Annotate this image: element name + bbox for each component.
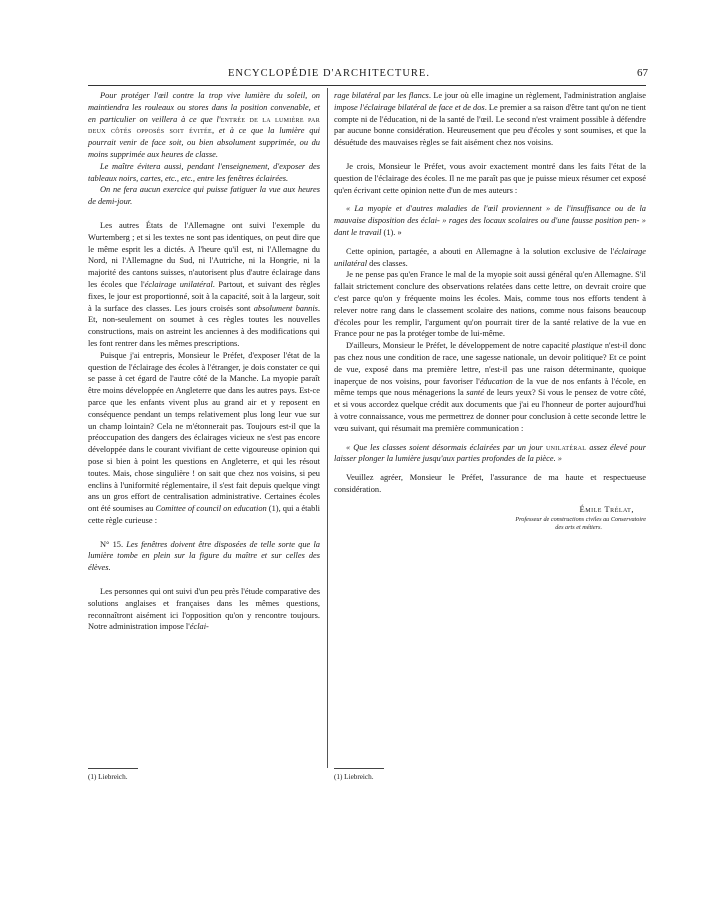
text-run: Les personnes qui ont suivi d'un peu près l'étude comparative des solutions anglaises et françaises dans les mêmes questions, reconnaîtront aisément ici l'opposition qu'on y rencontre toujours. Notre administration impose l' <box>88 587 320 632</box>
footnote-rule-left <box>88 768 138 769</box>
running-header <box>88 68 648 84</box>
text-run: , et à ce que la lumière qui pourrait venir de face soit, ou bien absolument supprimée, ou du moins supprimée aux heures de classe. <box>88 126 320 159</box>
spacer <box>88 208 320 220</box>
text-run: Puisque j'ai entrepris, Monsieur le Préfet, d'exposer l'état de la question de l'éclairage des écoles à l'étranger, je dois constater ce qui se passe à cet égard de l'autre côté de la Manche. La myopie paraît être moins développée en Angleterre que dans les autres pays. Est-ce parce que les enfants vivent plus au grand air et y reposent en conséquence pendant un temps relativement plus long leur vue sur un champ lointain? Cela ne m'étonnerait pas. Toujours est-il que la préoccupation des dangers des éclairages vicieux ne s'est pas encore développée dans le courant vivifiant de cette vigoureuse opinion qui pose si bien à point les questions en Angleterre, et qui les résout toutes. Mais, chose singulière ! on sait que chez nos voisins, si peu enclins à l'uniformité réglementaire, il s'est fait depuis quelque vingt ans un gros effort de centralisation administrative. Certaines écoles ont été soumises au <box>88 350 320 514</box>
rule-quote <box>88 539 320 574</box>
spacer <box>88 527 320 539</box>
text-run: Les autres États de l'Allemagne ont suivi l'exemple du Wurtemberg ; et si les textes ne sont pas identiques, on peut dire que le même esprit les a dictés. A l'heure qu'il est, ni l'Allemagne du Nord, ni l'Allemagne du Sud, ni l'Autriche, ni la Hongrie, ni la majorité des cantons suisses, n'autorisent plus d'autre éclairage dans les écoles que l' <box>88 220 320 289</box>
text-run: n'est-il donc pas chez nous une condition de race, une sagesse nationale, un devoir politique? Et ce point de vue, exposé dans ma première lettre, n'est-il pas une raison déterminante, quoique inaperçue de nos voisins, pour favoriser l' <box>334 341 646 386</box>
text-run: rage bilatéral par les flancs <box>334 91 429 100</box>
paragraph <box>334 90 646 149</box>
spacer <box>334 465 646 472</box>
signature-title-2: des arts et métiers. <box>555 523 602 531</box>
paragraph: Le maître évitera aussi, pendant l'enseignement, d'exposer des tableaux noirs, cartes, etc., etc., entre les fenêtres éclairées. <box>88 161 320 183</box>
paragraph: On ne fera aucun exercice qui puisse fatiguer la vue aux heures de demi-jour. <box>88 185 320 207</box>
paragraph <box>88 90 320 161</box>
rule-number: N° 15. <box>100 539 124 549</box>
text-run: (1), qui a établi cette règle curieuse : <box>88 504 320 525</box>
text-run: éclairage unilatéral <box>144 279 213 289</box>
left-column <box>88 90 320 633</box>
text-run: Comittee of council on education <box>155 504 267 514</box>
footnote-left: (1) Liebreich. <box>88 773 128 781</box>
column-divider <box>327 88 328 768</box>
text-run: éducation <box>479 376 513 386</box>
header-rule <box>88 85 646 86</box>
text-run: assez élevé pour laisser plonger la lumière jusqu'aux parties profondes de la pièce. » <box>334 442 647 464</box>
signature-title: Professeur de constructions civiles au Conservatoire <box>515 515 646 523</box>
quote <box>334 442 646 466</box>
text-run: éclai- <box>189 622 209 632</box>
text-run: de leurs yeux? Si vous le pensez de votre côté, et si vous accordez quelque crédit aux documents que j'ai eu l'honneur de porter aujourd'hui à votre connaissance, vous me permettrez de donner pour conclusion à cette seconde lettre le vœu suivant, qui résumait ma première communication : <box>334 388 646 433</box>
text-run: entrée de la lumière par deux côtés opposés soit évitée <box>88 114 320 136</box>
text-run: des classes. <box>367 258 408 268</box>
text-run: plastique <box>571 341 603 351</box>
footnote-right: (1) Liebreich. <box>334 773 374 781</box>
text-run: éclairage unilatéral <box>334 246 646 268</box>
paragraph <box>88 586 320 633</box>
text-run: unilatéral <box>545 442 587 452</box>
spacer <box>334 435 646 442</box>
spacer <box>334 239 646 246</box>
text-run: de la vue de nos enfants à l'école, en même temps que nous ménagerions la <box>334 376 646 398</box>
quote <box>334 203 646 238</box>
text-run: . Partout, et suivant des règles fixes, le jour est proportionné, soit à la capacité, soit à la largeur, soit à la surface des classes. Les jours croisés sont <box>88 279 320 313</box>
text-run: santé <box>466 388 484 398</box>
text-run: . Le premier a sa raison d'être tant qu'on ne tient compte ni de l'éducation, ni de la santé de l'œil. Le second n'est vraiment possible à défendre par aucune bonne considération. Heureusement que peu d'écoles y sont soumises, et que la désuétude des mauvaises règles se fait aisément chez nos voisins. <box>334 102 646 148</box>
right-column <box>334 90 646 532</box>
text-run: . Et, non-seulement on soumet à ces règles toutes les nouvelles constructions, mais on astreint les anciennes à des modifications qui les font rentrer dans les mêmes prescriptions. <box>88 303 321 348</box>
text-run: D'ailleurs, Monsieur le Préfet, le développement de notre capacité <box>346 341 572 351</box>
paragraph <box>334 340 646 434</box>
text-run: Les fenêtres doivent être disposées de telle sorte que la lumière tombe en plein sur la figure du maître et sur celles des élèves. <box>88 539 320 573</box>
text-run: « Que les classes soient désormais éclairées par un jour <box>346 442 546 452</box>
text-run: . Le jour où elle imagine un règlement, l'administration anglaise <box>428 91 647 100</box>
text-run: Pour protéger l'œil contre la trop vive lumière du soleil, on maintiendra les rouleaux ou stores dans la position convenable, et en particulier on veillera à ce que l' <box>88 91 320 124</box>
text-run: (1). » <box>381 227 402 237</box>
footnote-rule-right <box>334 768 384 769</box>
paragraph <box>88 220 320 350</box>
text-run: Cette opinion, partagée, a abouti en Allemagne à la solution exclusive de l' <box>346 246 615 256</box>
spacer <box>334 149 646 161</box>
paragraph <box>334 246 646 270</box>
text-run: absolument bannis <box>253 303 318 313</box>
text-run: « La myopie et d'autres maladies de l'œil proviennent » de l'insuffisance ou de la mauvaise disposition des éclai- » rages des locaux scolaires ou d'une fausse position pen- » dant le travail <box>334 204 646 237</box>
spacer <box>334 196 646 203</box>
running-title: ENCYCLOPÉDIE D'ARCHITECTURE. <box>228 68 430 79</box>
page-number: 67 <box>637 67 648 79</box>
spacer <box>88 574 320 586</box>
paragraph: Je crois, Monsieur le Préfet, vous avoir exactement montré dans les faits l'état de la question de l'éclairage des écoles. Il ne me paraît pas que je puisse mieux résumer cet exposé qu'en écrivant cette opinion nette d'un de mes auteurs : <box>334 161 646 195</box>
paragraph: Veuillez agréer, Monsieur le Préfet, l'assurance de ma haute et respectueuse considération. <box>334 473 646 494</box>
text-run: impose l'éclairage bilatéral de face et de dos <box>334 102 485 112</box>
signature: Émile Trélat, <box>579 503 634 514</box>
paragraph: Je ne pense pas qu'en France le mal de la myopie soit aussi général qu'en Allemagne. S'il fallait strictement conclure des observations relatées dans cette lettre, on devrait croire que c'est parce qu'on y fréquente moins les écoles. Mais, comme tous nos efforts tendent à relever notre rang dans le classement scolaire des nations, comme nous faisons beaucoup d'écoles pour les remplir, l'argument qu'on pourrait tirer de la santé relative de la vue en France pour ne pas la protéger tombe de lui-même. <box>334 270 646 339</box>
paragraph <box>88 350 320 527</box>
